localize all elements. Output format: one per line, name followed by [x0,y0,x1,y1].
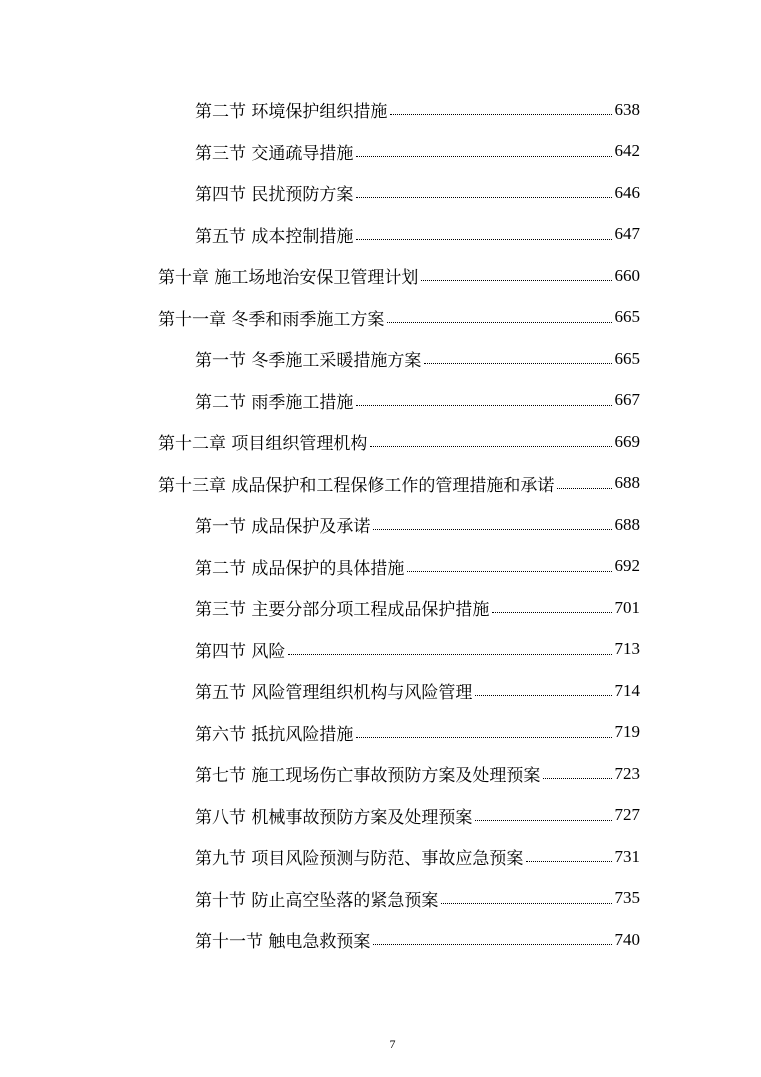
toc-entry-title: 第五节 成本控制措施 [195,226,354,247]
toc-entry-title: 第二节 成品保护的具体措施 [195,558,405,579]
toc-entry-page: 692 [614,556,640,576]
toc-leader-dots [356,405,611,406]
toc-leader-dots [356,197,611,198]
toc-entry-page: 713 [614,639,640,659]
toc-leader-dots [387,322,611,323]
toc-leader-dots [373,529,611,530]
toc-leader-dots [543,778,611,779]
toc-leader-dots [424,363,611,364]
toc-entry-title: 第五节 风险管理组织机构与风险管理 [195,683,473,704]
toc-entry [0,131,761,173]
toc-entry-page: 642 [614,141,640,161]
toc-chapter-entry [0,297,761,339]
toc-entry-title: 第十一节 触电急救预案 [195,932,371,953]
toc-entry-page: 723 [614,763,640,783]
toc-entry-title: 第三节 交通疏导措施 [195,143,354,164]
toc-leader-dots [526,861,611,862]
toc-entry [0,338,761,380]
toc-entry [0,587,761,629]
toc-leader-dots [288,654,611,655]
toc-entry-title: 第十一章 冬季和雨季施工方案 [158,309,385,330]
toc-entry-page: 735 [614,888,640,908]
toc-entry-page: 719 [614,722,640,742]
toc-entry-title: 第十章 施工场地治安保卫管理计划 [158,268,419,289]
toc-leader-dots [356,239,611,240]
toc-leader-dots [475,695,611,696]
toc-entry-title: 第四节 民扰预防方案 [195,185,354,206]
toc-entry [0,380,761,422]
toc-entry [0,670,761,712]
toc-chapter-entry [0,255,761,297]
toc-entry [0,919,761,961]
toc-entry-title: 第一节 冬季施工采暖措施方案 [195,351,422,372]
toc-entry-page: 667 [614,390,640,410]
toc-entry [0,795,761,837]
toc-leader-dots [421,280,611,281]
table-of-contents [0,89,761,961]
toc-entry [0,172,761,214]
toc-entry-title: 第六节 抵抗风险措施 [195,724,354,745]
toc-entry-page: 669 [614,431,640,451]
toc-entry-title: 第九节 项目风险预测与防范、事故应急预案 [195,849,524,870]
toc-entry-title: 第八节 机械事故预防方案及处理预案 [195,807,473,828]
toc-leader-dots [390,114,611,115]
toc-entry [0,504,761,546]
toc-leader-dots [475,820,611,821]
toc-entry-title: 第二节 雨季施工措施 [195,392,354,413]
toc-entry [0,878,761,920]
toc-entry-page: 638 [614,99,640,119]
toc-entry-title: 第三节 主要分部分项工程成品保护措施 [195,600,490,621]
toc-entry-page: 646 [614,182,640,202]
toc-entry-title: 第十三章 成品保护和工程保修工作的管理措施和承诺 [158,475,555,496]
toc-entry-page: 740 [614,929,640,949]
toc-entry-page: 701 [614,597,640,617]
toc-entry-title: 第二节 环境保护组织措施 [195,102,388,123]
toc-leader-dots [557,488,611,489]
toc-chapter-entry [0,463,761,505]
toc-leader-dots [356,156,611,157]
toc-entry-page: 647 [614,224,640,244]
toc-leader-dots [492,612,611,613]
toc-entry [0,214,761,256]
toc-entry-page: 688 [614,514,640,534]
toc-entry-page: 660 [614,265,640,285]
toc-entry [0,712,761,754]
toc-entry-title: 第十节 防止高空坠落的紧急预案 [195,890,439,911]
toc-leader-dots [356,737,611,738]
toc-leader-dots [370,446,611,447]
toc-entry [0,629,761,671]
toc-leader-dots [441,903,611,904]
toc-entry-title: 第十二章 项目组织管理机构 [158,434,368,455]
toc-entry-page: 727 [614,805,640,825]
toc-entry [0,753,761,795]
toc-entry [0,89,761,131]
toc-leader-dots [407,571,611,572]
toc-entry-page: 688 [614,473,640,493]
toc-entry-title: 第一节 成品保护及承诺 [195,517,371,538]
toc-entry-page: 714 [614,680,640,700]
toc-chapter-entry [0,421,761,463]
toc-leader-dots [373,944,611,945]
toc-entry-page: 731 [614,846,640,866]
toc-entry [0,546,761,588]
toc-entry-title: 第七节 施工现场伤亡事故预防方案及处理预案 [195,766,541,787]
toc-entry-page: 665 [614,348,640,368]
toc-entry [0,836,761,878]
page-number: 7 [389,1037,396,1051]
toc-entry-title: 第四节 风险 [195,641,286,662]
toc-entry-page: 665 [614,307,640,327]
